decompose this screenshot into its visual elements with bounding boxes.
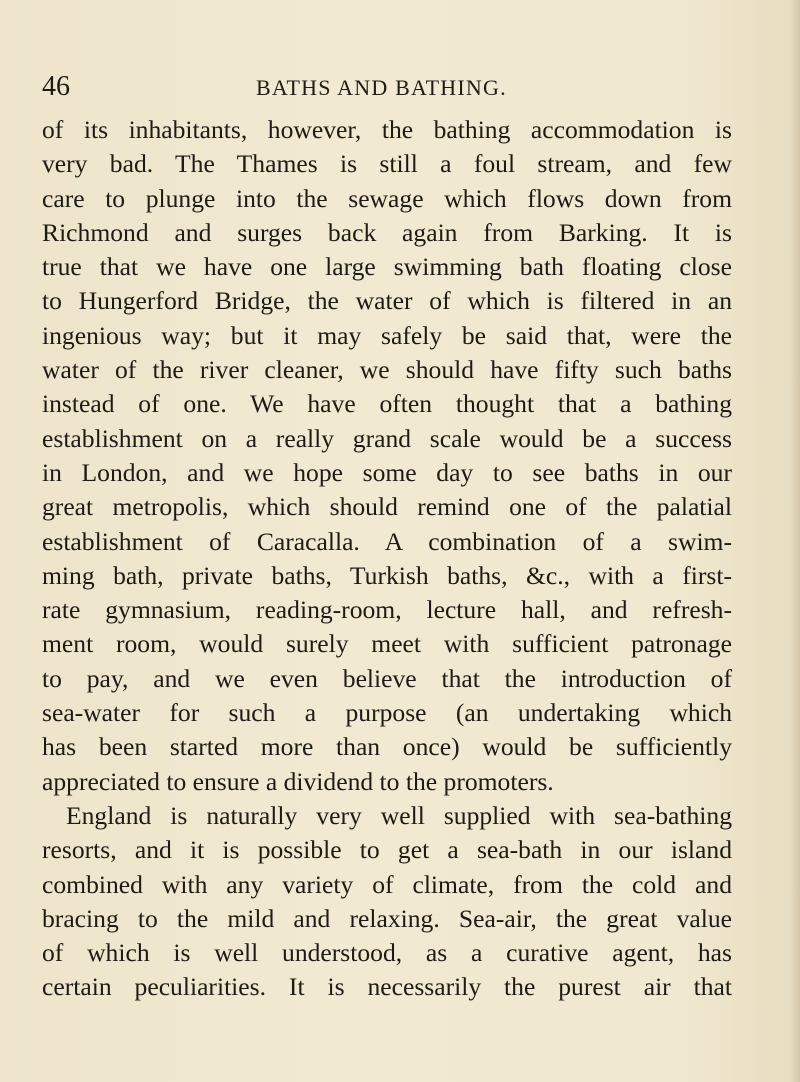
text-line: has been started more than once) would be sufficiently [42, 732, 732, 762]
text-line: of which is well understood, as a curative agent, has [42, 938, 732, 968]
text-line: ment room, would surely meet with sufficient patronage [42, 629, 732, 659]
text-line: appreciated to ensure a dividend to the promoters. [42, 766, 554, 796]
paragraph-start-line: England is naturally very well supplied with sea-bathing [66, 800, 732, 830]
text-line: great metropolis, which should remind one of the palatial [42, 492, 732, 522]
page-header [42, 70, 732, 104]
text-line: to Hungerford Bridge, the water of which is filtered in an [42, 286, 732, 316]
body-text [42, 113, 732, 1005]
text-line: establishment of Caracalla. A combination of a swim- [42, 526, 732, 556]
text-line: rate gymnasium, reading-room, lecture hall, and refresh- [42, 595, 732, 625]
text-line: in London, and we hope some day to see baths in our [42, 457, 732, 487]
text-line: ingenious way; but it may safely be said that, were the [42, 320, 732, 350]
running-head: BATHS AND BATHING. [256, 75, 507, 100]
page-edge-shadow [790, 0, 800, 1082]
page-number: 46 [42, 71, 70, 102]
text-line: combined with any variety of climate, from the cold and [42, 869, 732, 899]
text-line: water of the river cleaner, we should have fifty such baths [42, 355, 732, 385]
text-line: to pay, and we even believe that the introduction of [42, 663, 732, 693]
text-line: certain peculiarities. It is necessarily the purest air that [42, 972, 732, 1002]
text-line: establishment on a really grand scale would be a success [42, 423, 732, 453]
text-line: sea-water for such a purpose (an undertaking which [42, 698, 732, 728]
text-line: very bad. The Thames is still a foul stream, and few [42, 149, 732, 179]
text-line: instead of one. We have often thought that a bathing [42, 389, 732, 419]
text-line: resorts, and it is possible to get a sea-bath in our island [42, 835, 732, 865]
text-line: of its inhabitants, however, the bathing accommodation is [42, 115, 732, 144]
text-line: ming bath, private baths, Turkish baths, &c., with a first- [42, 560, 732, 590]
text-line: Richmond and surges back again from Barking. It is [42, 217, 732, 247]
text-line: bracing to the mild and relaxing. Sea-air, the great value [42, 903, 732, 933]
text-line: true that we have one large swimming bath floating close [42, 252, 732, 282]
text-line: care to plunge into the sewage which flows down from [42, 183, 732, 213]
